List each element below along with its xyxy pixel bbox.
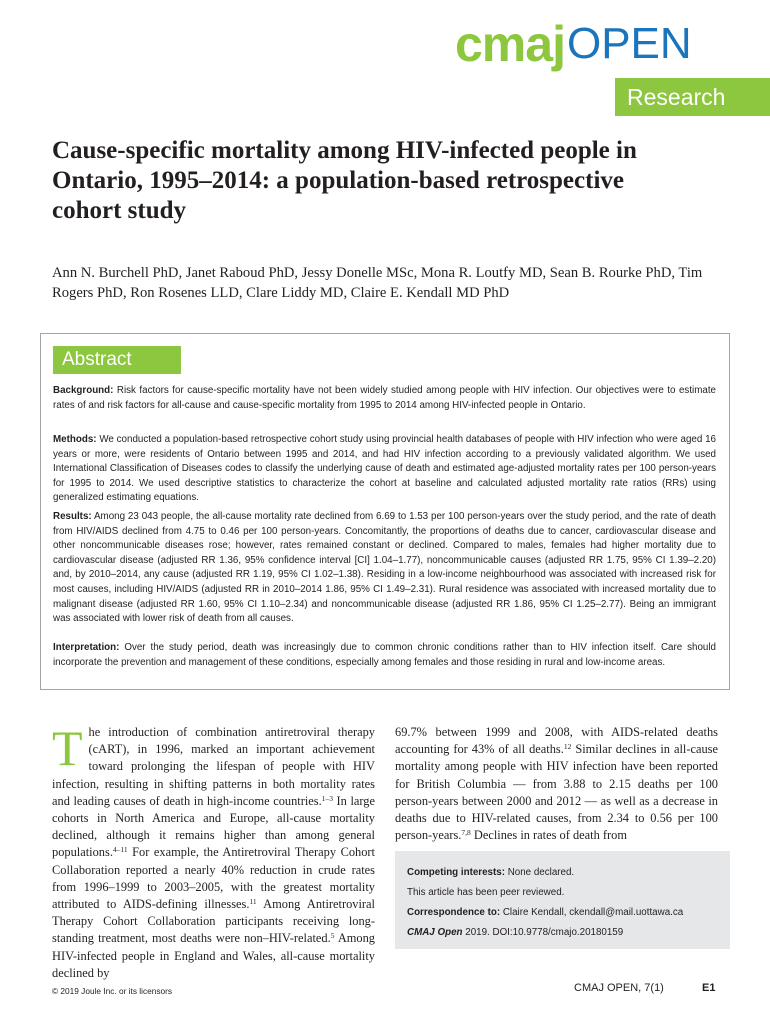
abstract-methods-label: Methods: [53, 434, 97, 445]
abstract-methods [53, 433, 716, 506]
reference-citation[interactable]: 12 [563, 742, 572, 752]
abstract-interpretation-text: Over the study period, death was increasingly due to common chronic conditions rather than to HIV infection itself. Care should incorporate the prevention and management of these conditions, especially among females and those residing in rural and low-income areas. [53, 642, 716, 668]
body-text: he introduction of combination antiretroviral therapy (cART), in 1996, marked an important achievement toward prolonging the lifespan of people with HIV infection, resulting in shifting patterns in both mortality rates and leading causes of death in high-income countries. [52, 725, 375, 808]
body-text: In large cohorts in North America and Europe, all-cause mortality declined, although it remains higher than among general populations. [52, 793, 375, 860]
abstract-heading: Abstract [53, 346, 181, 374]
reference-citation[interactable]: 4–11 [112, 845, 128, 855]
abstract-methods-text: We conducted a population-based retrospective cohort study using provincial health databases of people with HIV infection who were aged 16 years or more, were residents of Ontario between 1995 and 2014, and had HIV infection according to a previously validated algorithm. We used International Classification of Diseases codes to classify the underlying cause of death and estimated age-adjusted mortality rates per 100 person-years for 1995 to 2014. We used descriptive statistics to characterize the cohort at baseline and calculated adjusted mortality rate ratios (RRs) using generalized estimating equations. [53, 434, 716, 504]
journal-issue: CMAJ OPEN, 7(1) [574, 982, 664, 994]
body-column-left [52, 720, 376, 982]
section-label-research: Research [615, 78, 770, 116]
logo-cmaj-text: cmaj [455, 16, 565, 72]
correspondence-text[interactable]: Claire Kendall, ckendall@mail.uottawa.ca [500, 907, 684, 918]
abstract-background-text: Risk factors for cause-specific mortality have not been widely studied among people with HIV infection. Our objectives were to estimate rates of and risk factors for all-cause and cause-specific mortality from 1995 to 2014 among HIV-infected people in Ontario. [53, 385, 716, 411]
citation-journal: CMAJ Open [407, 927, 463, 938]
peer-review-note: This article has been peer reviewed. [407, 887, 565, 898]
body-text: 69.7% between 1999 and 2008, with AIDS-related deaths accounting for 43% of all deaths. [395, 725, 718, 757]
abstract-interpretation [53, 641, 716, 670]
page-number: E1 [702, 982, 716, 994]
body-text: Similar declines in all-cause mortality among people with HIV infection have been reported for British Columbia — from 3.88 to 2.15 deaths per 100 person-years between 2000 and 2012 — as well as a decrease in deaths due to HIV-related causes, from 2.34 to 0.56 per 100 person-years. [395, 742, 719, 843]
drop-cap: T [52, 720, 83, 776]
citation-doi[interactable]: 2019. DOI:10.9778/cmajo.20180159 [462, 927, 624, 938]
correspondence [407, 906, 722, 919]
reference-citation[interactable]: 11 [249, 897, 257, 907]
abstract-results [53, 510, 716, 627]
body-text: Among HIV-infected people in England and Wales, all-cause mortality declined by [52, 931, 376, 980]
reference-citation[interactable]: 5 [330, 931, 335, 941]
reference-citation[interactable]: 1–3 [321, 793, 333, 803]
competing-interests-text: None declared. [504, 867, 575, 878]
body-column-right [395, 724, 718, 844]
abstract-background-label: Background: [53, 385, 114, 396]
citation [407, 926, 722, 939]
competing-interests-label: Competing interests: [407, 867, 505, 878]
journal-logo [455, 14, 725, 74]
correspondence-label: Correspondence to: [407, 907, 501, 918]
body-text: Among Antiretroviral Therapy Cohort Collaboration participants receiving long-standing treatment, most deaths were non–HIV-related. [52, 897, 375, 946]
abstract-results-label: Results: [53, 511, 92, 522]
abstract-background [53, 384, 716, 413]
article-title: Cause-specific mortality among HIV-infected people in Ontario, 1995–2014: a population-based retrospective cohort study [52, 137, 637, 224]
body-text: Declines in rates of death from [470, 828, 627, 843]
reference-citation[interactable]: 7,8 [461, 828, 471, 838]
abstract-results-text: Among 23 043 people, the all-cause mortality rate declined from 6.69 to 1.53 per 100 person-years over the study period, and the rate of death from HIV/AIDS declined from 4.75 to 0.46 per 100 person-years. Concomitantly, the proportions of deaths due to cancer, cardiovascular disease and other noncommunicable diseases rose; however, rates remained constant or declined. Compared to males, females had higher mortality due to cardiovascular disease (adjusted RR 1.36, 95% confidence interval [CI] 1.04–1.77), noncommunicable causes (adjusted RR 1.75, 95% CI 1.39–2.20) and, by 2010–2014, any cause (adjusted RR 1.19, 95% CI 1.02–1.38). Residing in a low-income neighbourhood was associated with increased risk for most causes, including HIV/AIDS (adjusted RR in 2010–2014 1.86, 95% CI 1.49–2.31). Rural residence was associated with increased mortality due to malignant disease (adjusted RR 1.60, 95% CI 1.10–2.34) and noncommunicable disease (adjusted RR 1.86, 95% CI 1.25–2.77). Being an immigrant was associated with lower risk of death from all causes. [53, 511, 716, 625]
competing-interests [407, 866, 722, 879]
logo-open-text: OPEN [566, 19, 692, 68]
body-text: For example, the Antiretroviral Therapy Cohort Collaboration reported a nearly 40% reduction in crude rates from 1996–1999 to 2003–2005, with the greatest mortality attributed to AIDS-defining illnesses. [52, 845, 375, 912]
copyright-notice: © 2019 Joule Inc. or its licensors [52, 986, 173, 996]
abstract-interpretation-label: Interpretation: [53, 642, 120, 653]
author-list: Ann N. Burchell PhD, Janet Raboud PhD, Jessy Donelle MSc, Mona R. Loutfy MD, Sean B. Rourke PhD, Tim Rogers PhD, Ron Rosenes LLD, Clare Liddy MD, Claire E. Kendall MD PhD [52, 265, 703, 301]
